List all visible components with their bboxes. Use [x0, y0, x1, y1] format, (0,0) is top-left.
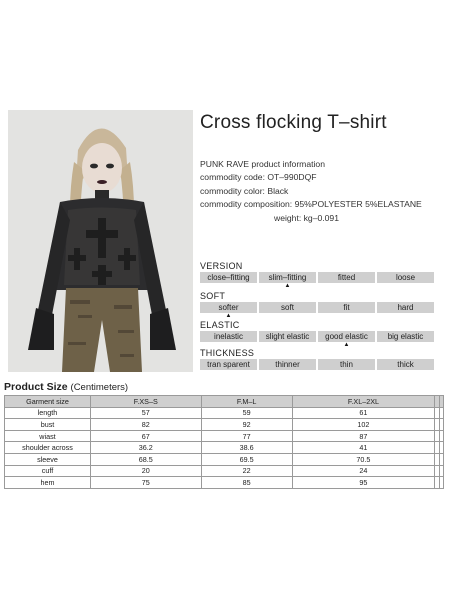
scale-option: softer [200, 302, 257, 313]
scale-option: thin [318, 359, 375, 370]
info-code: commodity code: OT–990DQF [200, 172, 317, 183]
scale-option: close–fitting [200, 272, 257, 283]
product-title: Cross flocking T–shirt [200, 112, 387, 133]
table-cell: 22 [201, 465, 292, 477]
scale-name: THICKNESS [200, 348, 255, 358]
scale-option: big elastic [377, 331, 434, 342]
table-cell: 70.5 [292, 453, 434, 465]
table-row [5, 419, 444, 431]
size-table [4, 395, 444, 489]
scale-name: ELASTIC [200, 320, 240, 330]
table-cell: 59 [201, 407, 292, 419]
header-cell [439, 396, 443, 408]
scale-option: fitted [318, 272, 375, 283]
product-info [200, 158, 422, 225]
table-cell [439, 453, 443, 465]
model-illustration [8, 110, 193, 372]
table-cell: length [5, 407, 91, 419]
table-cell: 82 [91, 419, 202, 431]
header-cell: Garment size [5, 396, 91, 408]
scale-option: fit [318, 302, 375, 313]
scale-elastic [200, 320, 434, 349]
table-row [5, 477, 444, 489]
scale-option: tran sparent [200, 359, 257, 370]
table-cell: hem [5, 477, 91, 489]
table-row [5, 407, 444, 419]
table-cell [439, 430, 443, 442]
table-cell: 24 [292, 465, 434, 477]
table-cell [439, 477, 443, 489]
table-cell: 85 [201, 477, 292, 489]
table-cell: sleeve [5, 453, 91, 465]
selected-marker: ▲ [225, 313, 232, 319]
scale-option: soft [259, 302, 316, 313]
scale-option: slim–fitting [259, 272, 316, 283]
info-brand: PUNK RAVE product information [200, 159, 325, 169]
table-cell: 38.6 [201, 442, 292, 454]
table-cell [439, 407, 443, 419]
header-cell: F.M–L [201, 396, 292, 408]
size-title-text: Product Size [4, 381, 68, 393]
selected-marker: ▲ [284, 283, 291, 289]
scale-name: VERSION [200, 261, 243, 271]
table-cell: 102 [292, 419, 434, 431]
product-photo [8, 110, 193, 372]
table-row [5, 465, 444, 477]
scale-option: good elastic [318, 331, 375, 342]
table-cell: 92 [201, 419, 292, 431]
info-color: commodity color: Black [200, 185, 289, 196]
scale-option: thick [377, 359, 434, 370]
scale-option: thinner [259, 359, 316, 370]
table-cell: shoulder across [5, 442, 91, 454]
table-cell: 36.2 [91, 442, 202, 454]
scale-option: loose [377, 272, 434, 283]
header-cell: F.XS–S [91, 396, 202, 408]
table-row [5, 453, 444, 465]
scale-version [200, 261, 434, 290]
table-cell [439, 442, 443, 454]
table-cell: 57 [91, 407, 202, 419]
selected-marker: ▲ [343, 342, 350, 348]
info-weight: weight: kg–0.091 [274, 212, 339, 223]
table-cell: bust [5, 419, 91, 431]
table-row [5, 442, 444, 454]
table-cell: 41 [292, 442, 434, 454]
scale-option: inelastic [200, 331, 257, 342]
table-row [5, 430, 444, 442]
table-cell: 20 [91, 465, 202, 477]
table-cell: cuff [5, 465, 91, 477]
table-header-row [5, 396, 444, 408]
size-table-title [4, 381, 128, 393]
scale-option: hard [377, 302, 434, 313]
scale-thickness [200, 348, 434, 370]
table-cell: 75 [91, 477, 202, 489]
table-cell: 95 [292, 477, 434, 489]
info-composition: commodity composition: 95%POLYESTER 5%ELASTANE [200, 199, 422, 210]
table-cell: wiast [5, 430, 91, 442]
scale-option: slight elastic [259, 331, 316, 342]
header-cell: F.XL–2XL [292, 396, 434, 408]
table-cell: 68.5 [91, 453, 202, 465]
table-cell: 67 [91, 430, 202, 442]
size-unit: (Centimeters) [70, 382, 129, 393]
table-cell: 87 [292, 430, 434, 442]
table-cell [439, 465, 443, 477]
scale-name: SOFT [200, 291, 226, 301]
scale-soft [200, 291, 434, 320]
table-cell: 69.5 [201, 453, 292, 465]
table-cell [439, 419, 443, 431]
table-cell: 77 [201, 430, 292, 442]
table-cell: 61 [292, 407, 434, 419]
